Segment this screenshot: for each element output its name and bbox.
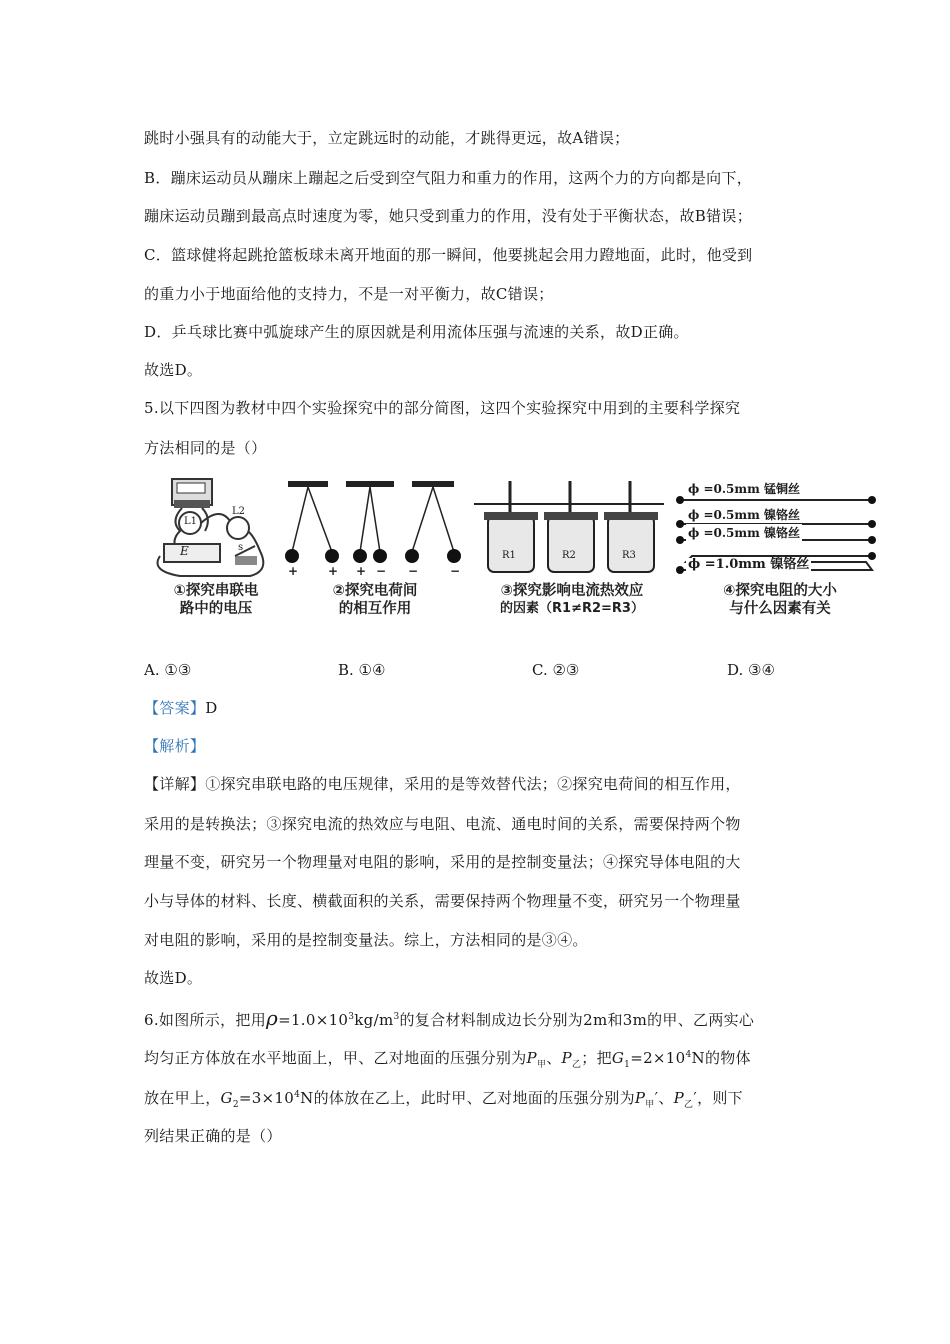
option-d: D. ③④ bbox=[727, 661, 775, 679]
wire-label: ϕ =0.5mm 镍铬丝 bbox=[688, 526, 801, 540]
circuit-diagram bbox=[150, 476, 275, 582]
detail-line: 对电阻的影响，采用的是控制变量法。综上，方法相同的是③④。 bbox=[144, 931, 588, 949]
answer-value: D bbox=[205, 699, 218, 717]
detail-line: 【详解】①探究串联电路的电压规律，采用的是等效替代法；②探究电荷间的相互作用， bbox=[144, 775, 741, 793]
detail-line: 小与导体的材料、长度、横截面积的关系，需要保持两个物理量不变，研究另一个物理量 bbox=[144, 892, 741, 910]
resistor-label: R1 bbox=[502, 550, 516, 561]
charge-sign: − bbox=[408, 564, 419, 578]
figure-resistance-wires bbox=[676, 476, 886, 626]
figure-caption: ③探究影响电流热效应 bbox=[500, 583, 644, 599]
lamp-l1-label: L1 bbox=[184, 516, 198, 527]
option-b: B. ①④ bbox=[338, 661, 386, 679]
rho-symbol: ρ bbox=[266, 1006, 279, 1030]
charge-sign: + bbox=[288, 564, 299, 578]
detail-line: 理量不变，研究另一个物理量对电阻的影响，采用的是控制变量法；④探究导体电阻的大 bbox=[144, 853, 741, 871]
charge-sign: + bbox=[328, 564, 339, 578]
wire-label: ϕ =0.5mm 锰铜丝 bbox=[688, 482, 801, 496]
option-c: C. ②③ bbox=[532, 661, 580, 679]
text-line: 故选D。 bbox=[144, 361, 203, 379]
heat-beakers-diagram bbox=[474, 476, 674, 580]
question-5-text: 5.以下四图为教材中四个实验探究中的部分简图，这四个实验探究中用到的主要科学探究 bbox=[144, 399, 741, 417]
wire-label: ϕ =0.5mm 镍铬丝 bbox=[688, 508, 801, 522]
lamp-l2-label: L2 bbox=[232, 506, 246, 517]
charge-sign: − bbox=[376, 564, 387, 578]
answer-tag: 【答案】 bbox=[144, 699, 206, 717]
question-6-line: 列结果正确的是（） bbox=[144, 1127, 282, 1145]
text-line: C．篮球健将起跳抢篮板球未离开地面的那一瞬间，他要挑起会用力蹬地面，此时，他受到 bbox=[144, 246, 753, 264]
figure-caption: ①探究串联电 bbox=[173, 583, 259, 599]
answer-line bbox=[144, 698, 218, 718]
figure-caption: ②探究电荷间 bbox=[332, 583, 418, 599]
analysis-tag: 【解析】 bbox=[144, 737, 206, 755]
text-line: B．蹦床运动员从蹦床上蹦起之后受到空气阻力和重力的作用，这两个力的方向都是向下， bbox=[144, 169, 753, 187]
conclusion-line: 故选D。 bbox=[144, 969, 203, 987]
charge-sign: + bbox=[356, 564, 367, 578]
option-a: A. ①③ bbox=[144, 661, 192, 679]
charge-sign: − bbox=[450, 564, 461, 578]
detail-line: 采用的是转换法；③探究电流的热效应与电阻、电流、通电时间的关系，需要保持两个物 bbox=[144, 815, 741, 833]
detail-tag: 【详解】 bbox=[144, 775, 206, 793]
switch-label: s bbox=[238, 542, 244, 553]
figure-series-circuit bbox=[150, 476, 275, 626]
text-line: 的重力小于地面给他的支持力，不是一对平衡力，故C错误； bbox=[144, 285, 554, 303]
resistor-label: R3 bbox=[622, 550, 636, 561]
figure-heat-effect bbox=[474, 476, 674, 626]
question-6-line: 放在甲上，$G_2=3\times 10^4N$的体放在乙上，此时甲、乙对地面的压强分别为$P_甲'$、$P_乙'$，则下 bbox=[144, 1089, 743, 1110]
question-5-text: 方法相同的是（） bbox=[144, 439, 267, 457]
text-line: 蹦床运动员蹦到最高点时速度为零，她只受到重力的作用，没有处于平衡状态，故B错误； bbox=[144, 207, 753, 225]
figure-caption: ④探究电阻的大小 bbox=[723, 583, 837, 599]
text-line: D．乒乓球比赛中弧旋球产生的原因就是利用流体压强与流速的关系，故D正确。 bbox=[144, 323, 689, 341]
resistor-label: R2 bbox=[562, 550, 576, 561]
battery-label: E bbox=[180, 544, 189, 558]
figure-caption: 路中的电压 bbox=[179, 601, 253, 617]
figure-caption: 的因素（R1≠R2=R3） bbox=[500, 601, 644, 616]
pendulum-diagram bbox=[280, 476, 470, 576]
question-6-line: 6.如图所示，把用$\rho=1.0\times 10^3kg/m^3$的复合材料制成边长分别为2m和3m的甲、乙两实心 bbox=[144, 1006, 755, 1030]
question-6-line: 均匀正方体放在水平地面上，甲、乙对地面的压强分别为$P_甲$、$P_乙$；把$G_1=2\times 10^4N$的物体 bbox=[144, 1049, 751, 1070]
wire-label: ϕ =1.0mm 镍铬丝 bbox=[688, 557, 810, 572]
figure-caption: 的相互作用 bbox=[338, 601, 412, 617]
text-line: 跳时小强具有的动能大于，立定跳远时的动能，才跳得更远，故A错误； bbox=[144, 129, 630, 147]
figure-charges bbox=[280, 476, 470, 626]
figure-caption: 与什么因素有关 bbox=[729, 601, 831, 617]
